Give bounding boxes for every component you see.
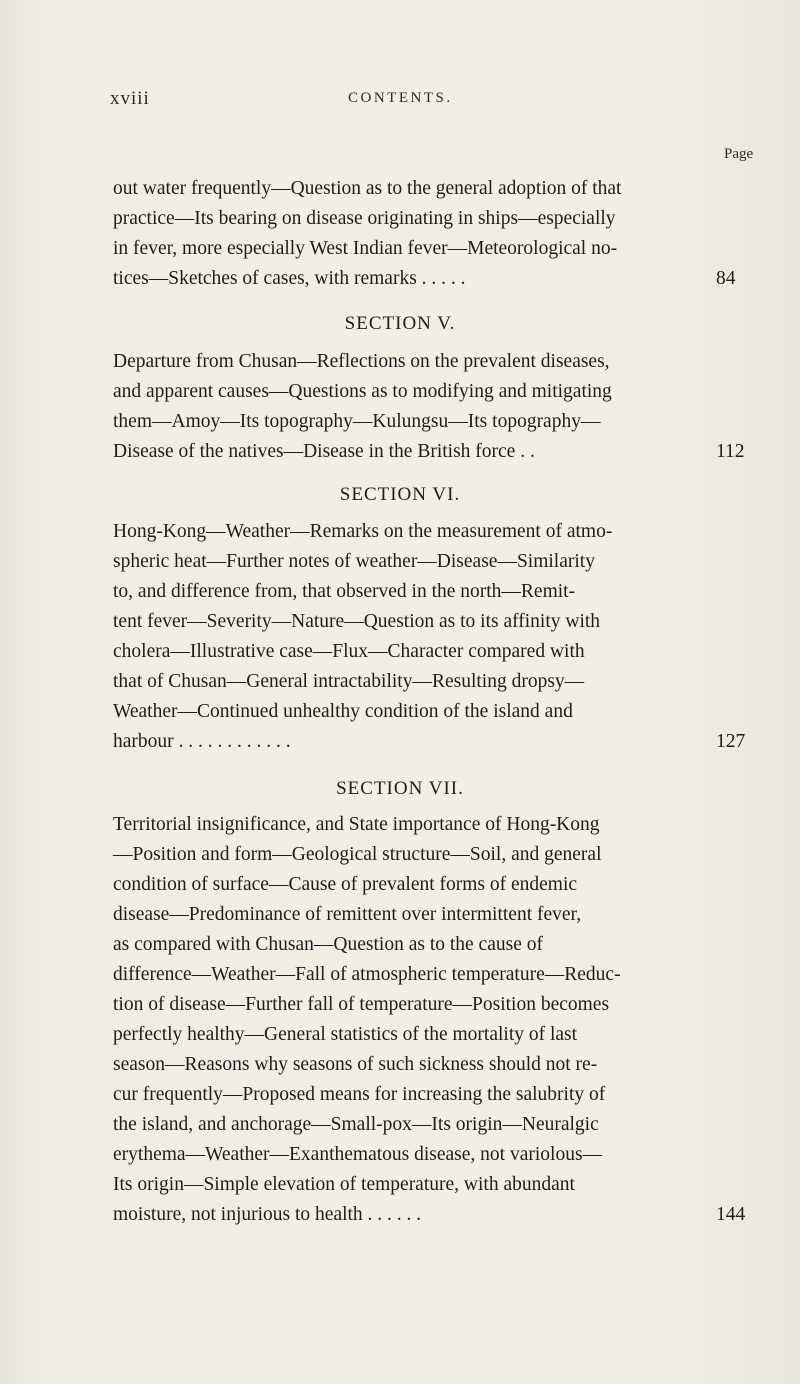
entry-line: tices—Sketches of cases, with remarks . . . . . xyxy=(113,268,466,289)
entry-line: difference—Weather—Fall of atmospheric temperature—Reduc- xyxy=(113,964,621,985)
entry-line: them—Amoy—Its topography—Kulungsu—Its topography— xyxy=(113,411,601,432)
page-number: 127 xyxy=(716,731,746,752)
entry-line: that of Chusan—General intractability—Resulting dropsy— xyxy=(113,671,585,692)
contents-entry xyxy=(113,810,746,1230)
entry-line: the island, and anchorage—Small-pox—Its origin—Neuralgic xyxy=(113,1114,599,1135)
section-heading: SECTION VI. xyxy=(339,484,461,505)
entry-line: Its origin—Simple elevation of temperature, with abundant xyxy=(113,1174,575,1195)
page-number: 84 xyxy=(716,268,736,289)
entry-line: moisture, not injurious to health . . . . . . xyxy=(113,1204,422,1225)
section-heading: SECTION V. xyxy=(344,313,456,334)
page-number: 112 xyxy=(716,441,745,462)
entry-line: Territorial insignificance, and State importance of Hong-Kong xyxy=(113,814,600,835)
entry-line: cur frequently—Proposed means for increasing the salubrity of xyxy=(113,1084,606,1105)
entry-line: tent fever—Severity—Nature—Question as to its affinity with xyxy=(113,611,601,632)
entry-line: Departure from Chusan—Reflections on the prevalent diseases, xyxy=(113,351,610,372)
entry-line: disease—Predominance of remittent over intermittent fever, xyxy=(113,904,582,925)
entry-line: out water frequently—Question as to the general adoption of that xyxy=(113,178,622,199)
entry-line: cholera—Illustrative case—Flux—Character compared with xyxy=(113,641,585,662)
section-heading: SECTION VII. xyxy=(336,778,464,799)
entry-line: —Position and form—Geological structure—Soil, and general xyxy=(113,844,602,865)
entry-line: in fever, more especially West Indian fever—Meteorological no- xyxy=(113,238,618,259)
entry-line: tion of disease—Further fall of temperature—Position becomes xyxy=(113,994,610,1015)
entry-line: condition of surface—Cause of prevalent forms of endemic xyxy=(113,874,578,895)
entry-line: and apparent causes—Questions as to modifying and mitigating xyxy=(113,381,612,402)
entry-line: season—Reasons why seasons of such sickness should not re- xyxy=(113,1054,598,1075)
page-folio: xviii xyxy=(110,88,150,109)
entry-line: perfectly healthy—General statistics of the mortality of last xyxy=(113,1024,578,1045)
running-title: CONTENTS. xyxy=(348,90,453,106)
contents-entry xyxy=(113,517,746,757)
entry-line: erythema—Weather—Exanthematous disease, not variolous— xyxy=(113,1144,603,1165)
entry-line: spheric heat—Further notes of weather—Disease—Similarity xyxy=(113,551,595,572)
entry-line: practice—Its bearing on disease originating in ships—especially xyxy=(113,208,616,229)
entry-line: Disease of the natives—Disease in the British force . . xyxy=(113,441,535,462)
contents-entry xyxy=(113,174,736,294)
entry-line: Hong-Kong—Weather—Remarks on the measurement of atmo- xyxy=(113,521,613,542)
entry-line: to, and difference from, that observed in the north—Remit- xyxy=(113,581,576,602)
entry-line: as compared with Chusan—Question as to the cause of xyxy=(113,934,543,955)
page-number: 144 xyxy=(716,1204,746,1225)
page-column-label: Page xyxy=(724,146,754,162)
page-header xyxy=(110,88,740,118)
entry-line: harbour . . . . . . . . . . . . xyxy=(113,731,291,752)
contents-entry xyxy=(113,347,745,467)
entry-line: Weather—Continued unhealthy condition of the island and xyxy=(113,701,573,722)
